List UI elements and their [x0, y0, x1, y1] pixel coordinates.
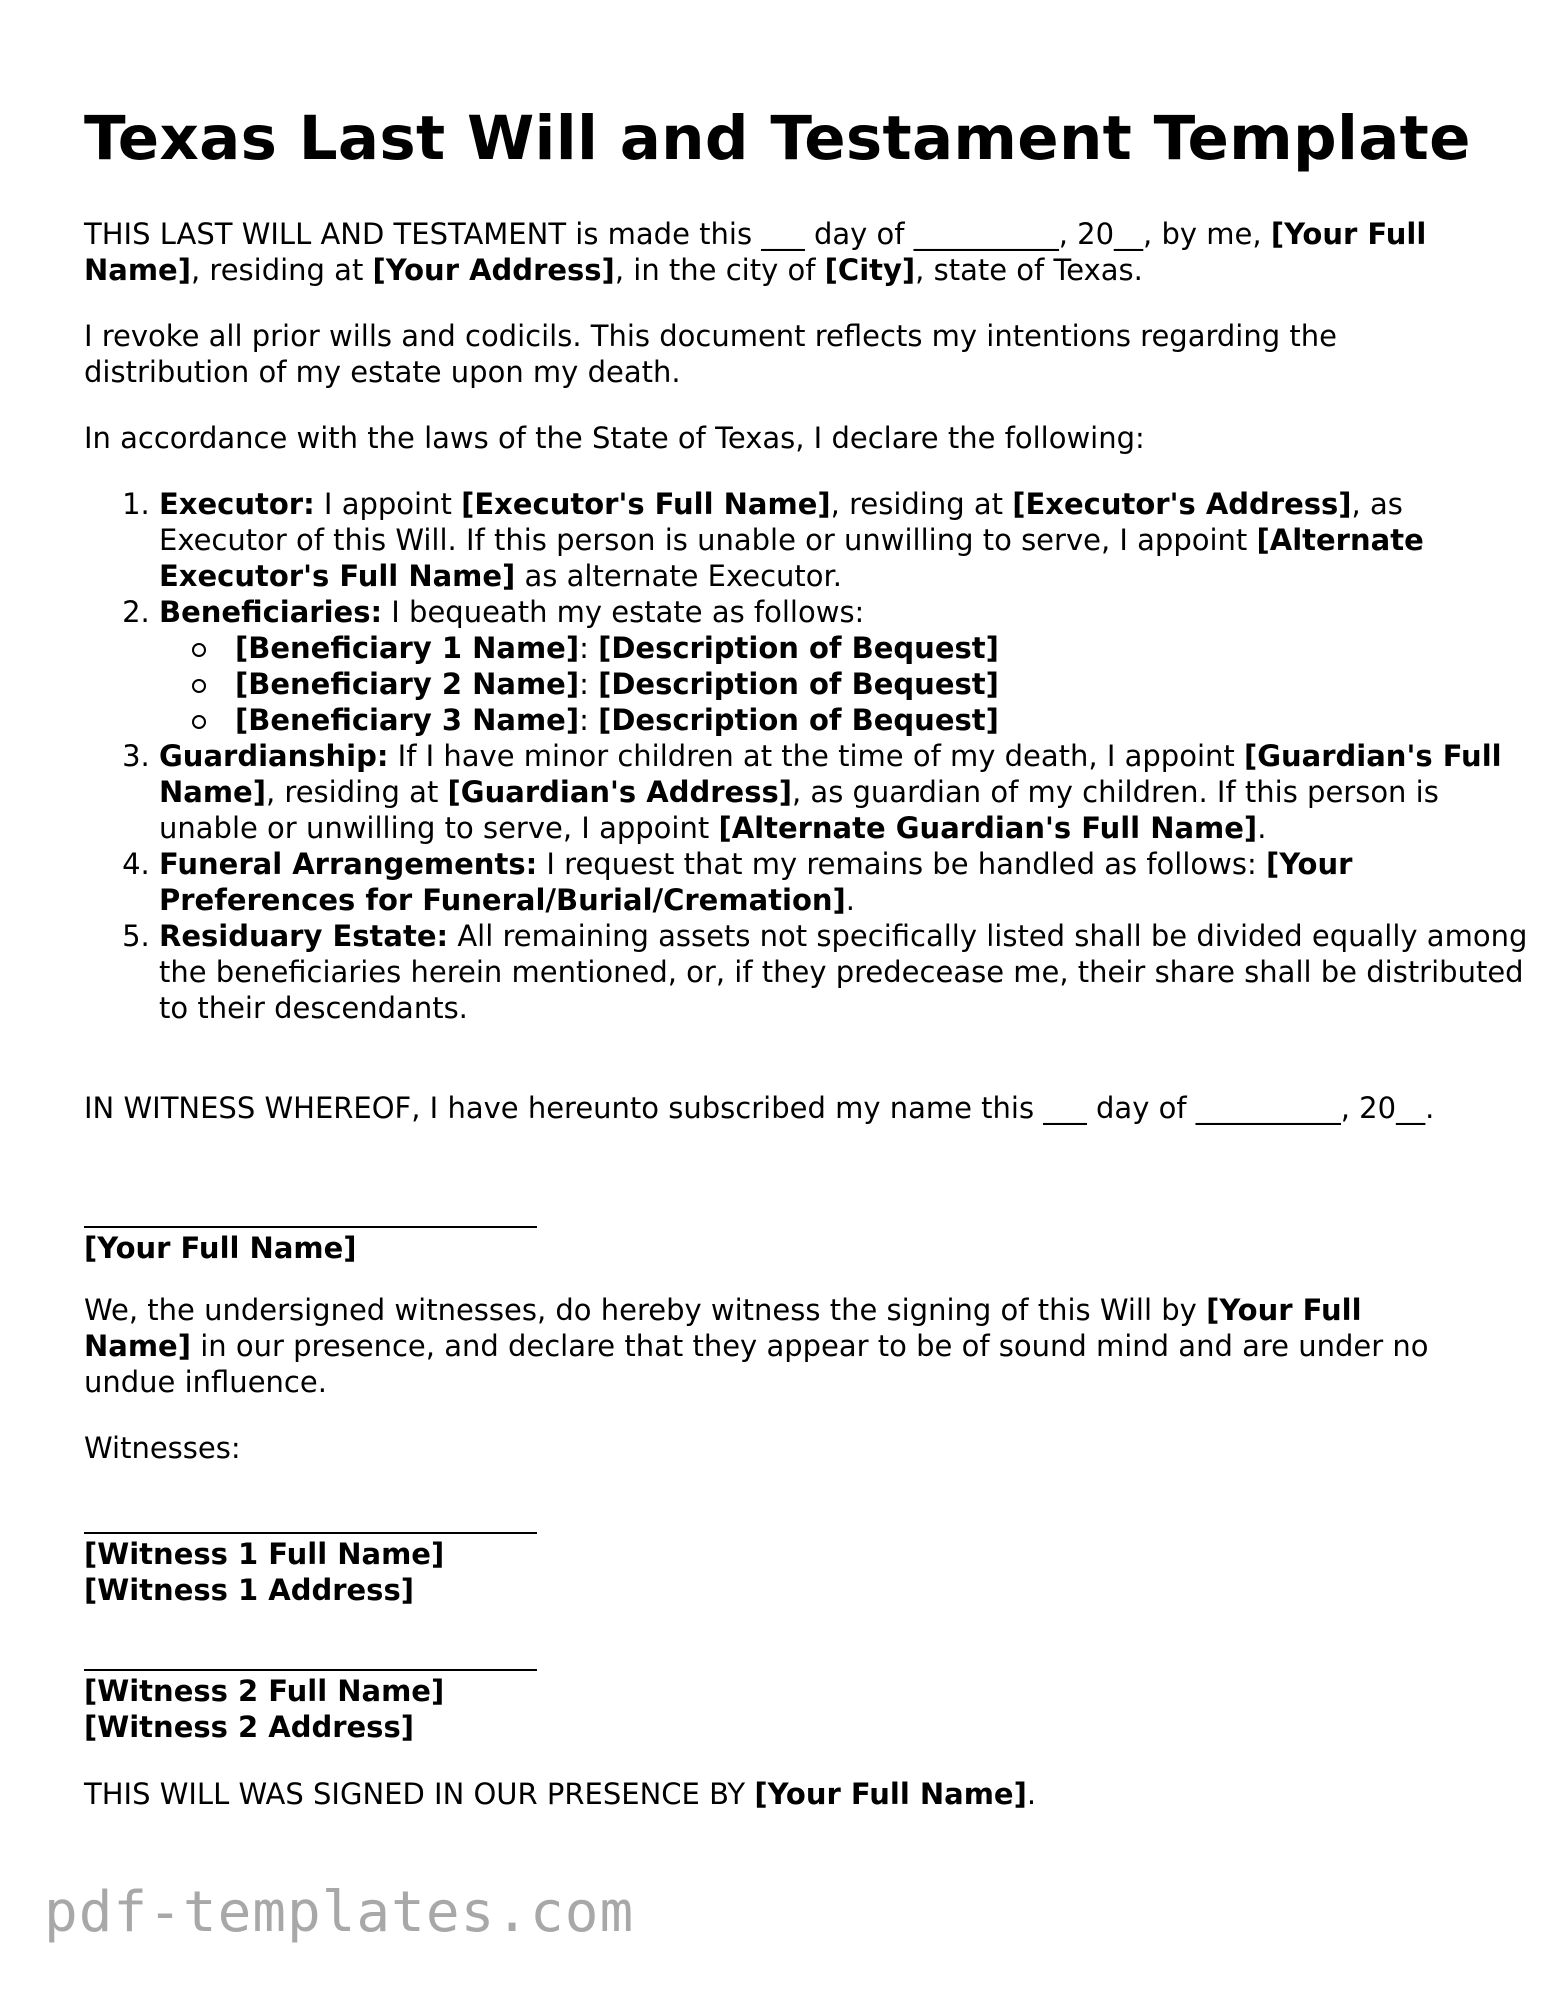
testator-name-placeholder: [Your Full Name] — [84, 1231, 357, 1265]
intro-text: THIS LAST WILL AND TESTAMENT is made this ___ day of __________, 20__, by me, — [84, 217, 1271, 251]
watermark: pdf-templates.com — [44, 1880, 635, 1945]
witness2-signature-block — [84, 1669, 1464, 1745]
residuary-label: Residuary Estate: — [159, 919, 449, 953]
executor-text: , as Executor of this Will. If this person is unable or unwilling to serve, I appoint — [159, 487, 1403, 557]
residuary-item — [159, 918, 1539, 1026]
alternate-executor-placeholder: [Alternate Executor's Full Name] — [159, 523, 1424, 593]
guardian-name-placeholder: [Guardian's Full Name] — [159, 739, 1502, 809]
guardianship-text: If I have minor children at the time of my death, I appoint — [388, 739, 1244, 773]
your-full-name-placeholder: [Your Full Name] — [754, 1777, 1027, 1811]
executor-text: I appoint — [314, 487, 462, 521]
testator-signature-block — [84, 1226, 1464, 1266]
declaration-paragraph: In accordance with the laws of the State of Texas, I declare the following: — [84, 421, 1145, 455]
provisions-list — [84, 486, 1539, 1026]
signature-line — [84, 1532, 537, 1534]
intro-text: , state of Texas. — [915, 253, 1143, 287]
intro-text: , residing at — [190, 253, 373, 287]
bequest-description-placeholder: [Description of Bequest] — [598, 667, 999, 701]
closing-text: . — [1026, 1777, 1037, 1811]
guardianship-text: , residing at — [265, 775, 448, 809]
residuary-text: All remaining assets not specifically listed shall be divided equally among the beneficiaries herein mentioned, or, if they predecease me, their share shall be distributed to their descendants. — [159, 919, 1528, 1025]
closing-statement — [84, 1776, 1464, 1812]
beneficiary-name-placeholder: [Beneficiary 2 Name] — [235, 667, 580, 701]
beneficiary-name-placeholder: [Beneficiary 1 Name] — [235, 631, 580, 665]
city-placeholder: [City] — [824, 253, 916, 287]
beneficiary-item — [219, 630, 1539, 666]
executor-item — [159, 486, 1539, 594]
funeral-item — [159, 846, 1539, 918]
executor-text: , residing at — [830, 487, 1013, 521]
closing-text: THIS WILL WAS SIGNED IN OUR PRESENCE BY — [84, 1777, 755, 1811]
beneficiaries-text: I bequeath my estate as follows: — [382, 595, 865, 629]
witnesses-label: Witnesses: — [84, 1431, 241, 1465]
guardianship-text: , as guardian of my children. If this person is unable or unwilling to serve, I appoint — [159, 775, 1439, 845]
beneficiary-separator: : — [579, 667, 599, 701]
guardianship-label: Guardianship: — [159, 739, 389, 773]
signature-line — [84, 1669, 537, 1671]
guardianship-text: . — [1257, 811, 1267, 845]
your-address-placeholder: [Your Address] — [372, 253, 615, 287]
funeral-label: Funeral Arrangements: — [159, 847, 538, 881]
executor-address-placeholder: [Executor's Address] — [1012, 487, 1352, 521]
intro-paragraph — [84, 216, 1464, 288]
beneficiary-item — [219, 702, 1539, 738]
bequest-description-placeholder: [Description of Bequest] — [598, 703, 999, 737]
your-full-name-placeholder: [Your Full Name] — [84, 1293, 1362, 1363]
your-full-name-placeholder: [Your Full Name] — [84, 217, 1427, 287]
beneficiary-separator: : — [579, 703, 599, 737]
beneficiary-separator: : — [579, 631, 599, 665]
revocation-paragraph: I revoke all prior wills and codicils. This document reflects my intentions regarding the distribution of my estate upon my death. — [84, 319, 1337, 389]
executor-label: Executor: — [159, 487, 315, 521]
witness1-address-placeholder: [Witness 1 Address] — [84, 1573, 414, 1607]
alternate-guardian-placeholder: [Alternate Guardian's Full Name] — [718, 811, 1258, 845]
funeral-text: . — [845, 883, 855, 917]
beneficiary-list — [159, 630, 1539, 738]
executor-text: as alternate Executor. — [515, 559, 843, 593]
attestation-text: in our presence, and declare that they appear to be of sound mind and are under no undue influence. — [84, 1329, 1429, 1399]
funeral-text: I request that my remains be handled as follows: — [537, 847, 1266, 881]
document-title: Texas Last Will and Testament Template — [84, 103, 1471, 174]
beneficiaries-label: Beneficiaries: — [159, 595, 383, 629]
beneficiary-name-placeholder: [Beneficiary 3 Name] — [235, 703, 580, 737]
witness1-signature-block — [84, 1532, 1464, 1608]
witness2-name-placeholder: [Witness 2 Full Name] — [84, 1674, 445, 1708]
guardianship-item — [159, 738, 1539, 846]
signature-line — [84, 1226, 537, 1228]
witness2-address-placeholder: [Witness 2 Address] — [84, 1710, 414, 1744]
witness1-name-placeholder: [Witness 1 Full Name] — [84, 1537, 445, 1571]
bequest-description-placeholder: [Description of Bequest] — [598, 631, 999, 665]
beneficiaries-item — [159, 594, 1539, 738]
attestation-paragraph — [84, 1292, 1464, 1400]
executor-name-placeholder: [Executor's Full Name] — [461, 487, 831, 521]
witness-clause: IN WITNESS WHEREOF, I have hereunto subscribed my name this ___ day of __________, 20__. — [84, 1091, 1435, 1125]
funeral-preferences-placeholder: [Your Preferences for Funeral/Burial/Cremation] — [159, 847, 1353, 917]
intro-text: , in the city of — [614, 253, 825, 287]
beneficiary-item — [219, 666, 1539, 702]
guardian-address-placeholder: [Guardian's Address] — [447, 775, 792, 809]
attestation-text: We, the undersigned witnesses, do hereby witness the signing of this Will by — [84, 1293, 1207, 1327]
